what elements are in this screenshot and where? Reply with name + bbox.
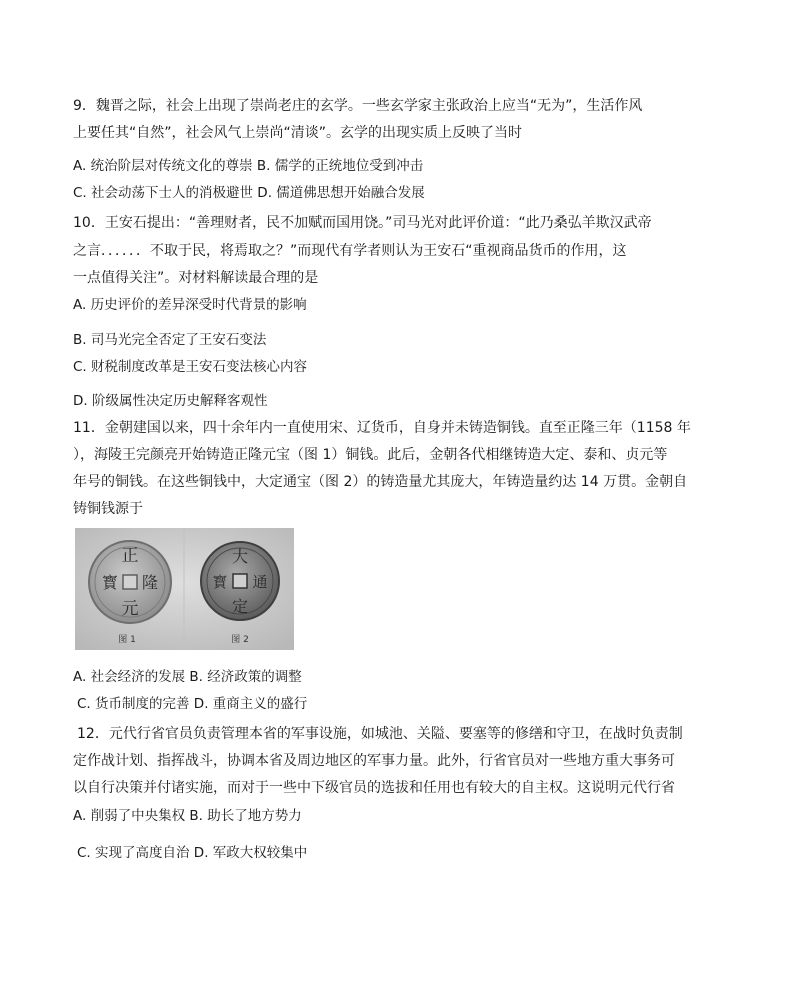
- q10-option-c: C. 财税制度改革是王安石变法核心内容: [73, 359, 308, 375]
- coin-2-char-bottom: 定: [231, 597, 249, 616]
- q11-stem-line3: 年号的铜钱。在这些铜钱中，大定通宝（图 2）的铸造量尤其庞大，年铸造量约达 14 万贯。金朝自: [73, 474, 688, 490]
- q10-option-a: A. 历史评价的差异深受时代背景的影响: [73, 297, 307, 313]
- q11-options-cd: C. 货币制度的完善 D. 重商主义的盛行: [77, 696, 308, 712]
- coin-1-image: [89, 541, 171, 623]
- q9-stem-line1: 9．魏晋之际，社会上出现了崇尚老庄的玄学。一些玄学家主张政治上应当“无为”，生活作风: [73, 98, 643, 114]
- coin-2-char-left: 寳: [212, 573, 228, 591]
- coin-2-char-top: 大: [231, 547, 249, 566]
- coin-figure: [75, 528, 294, 650]
- coin-2-char-right: 通: [252, 573, 268, 591]
- figure-2-caption: 图 2: [231, 635, 249, 645]
- coin-1-char-right: 隆: [141, 573, 159, 592]
- q10-stem-line1: 10．王安石提出：“善理财者，民不加赋而国用饶。”司马光对此评价道：“此乃桑弘羊欺汉武帝: [73, 215, 652, 231]
- q10-stem-line3: 一点值得关注”。对材料解读最合理的是: [73, 270, 319, 286]
- coin-2-image: [201, 542, 279, 620]
- q10-option-b: B. 司马光完全否定了王安石变法: [73, 332, 267, 348]
- q11-options-ab: A. 社会经济的发展 B. 经济政策的调整: [73, 669, 302, 685]
- q11-stem-line2: ），海陵王完颜亮开始铸造正隆元宝（图 1）铜钱。此后，金朝各代相继铸造大定、泰和、贞元等: [73, 447, 668, 463]
- q12-options-ab: A. 削弱了中央集权 B. 助长了地方势力: [73, 808, 302, 824]
- q12-stem-line2: 定作战计划、指挥战斗，协调本省及周边地区的军事力量。此外，行省官员对一些地方重大事务可: [73, 753, 675, 769]
- coin-1-char-left: 寳: [101, 573, 119, 592]
- q9-options-ab: A. 统治阶层对传统文化的尊崇 B. 儒学的正统地位受到冲击: [73, 158, 424, 174]
- q12-stem-line1: 12．元代行省官员负责管理本省的军事设施，如城池、关隘、要塞等的修缮和守卫，在战时负责制: [77, 726, 683, 742]
- coin-1-char-bottom: 元: [121, 599, 139, 619]
- figure-1-caption: 图 1: [118, 635, 136, 645]
- q9-stem-line2: 上要任其“自然”，社会风气上崇尚“清谈”。玄学的出现实质上反映了当时: [73, 125, 523, 141]
- q10-stem-line2: 之言．．．．．．不取于民，将焉取之？”而现代有学者则认为王安石“重视商品货币的作用，这: [73, 243, 627, 259]
- q12-stem-line3: 以自行决策并付诸实施，而对于一些中下级官员的选拔和任用也有较大的自主权。这说明元代行省: [73, 780, 675, 796]
- q10-option-d: D. 阶级属性决定历史解释客观性: [73, 393, 268, 409]
- q9-options-cd: C. 社会动荡下士人的消极避世 D. 儒道佛思想开始融合发展: [73, 185, 425, 201]
- q12-options-cd: C. 实现了高度自治 D. 军政大权较集中: [77, 845, 308, 861]
- q11-stem-line4: 铸铜钱源于: [73, 501, 143, 517]
- q11-stem-line1: 11．金朝建国以来，四十余年内一直使用宋、辽货币，自身并未铸造铜钱。直至正隆三年（1158 年: [73, 420, 691, 436]
- coin-1-char-top: 正: [121, 546, 139, 566]
